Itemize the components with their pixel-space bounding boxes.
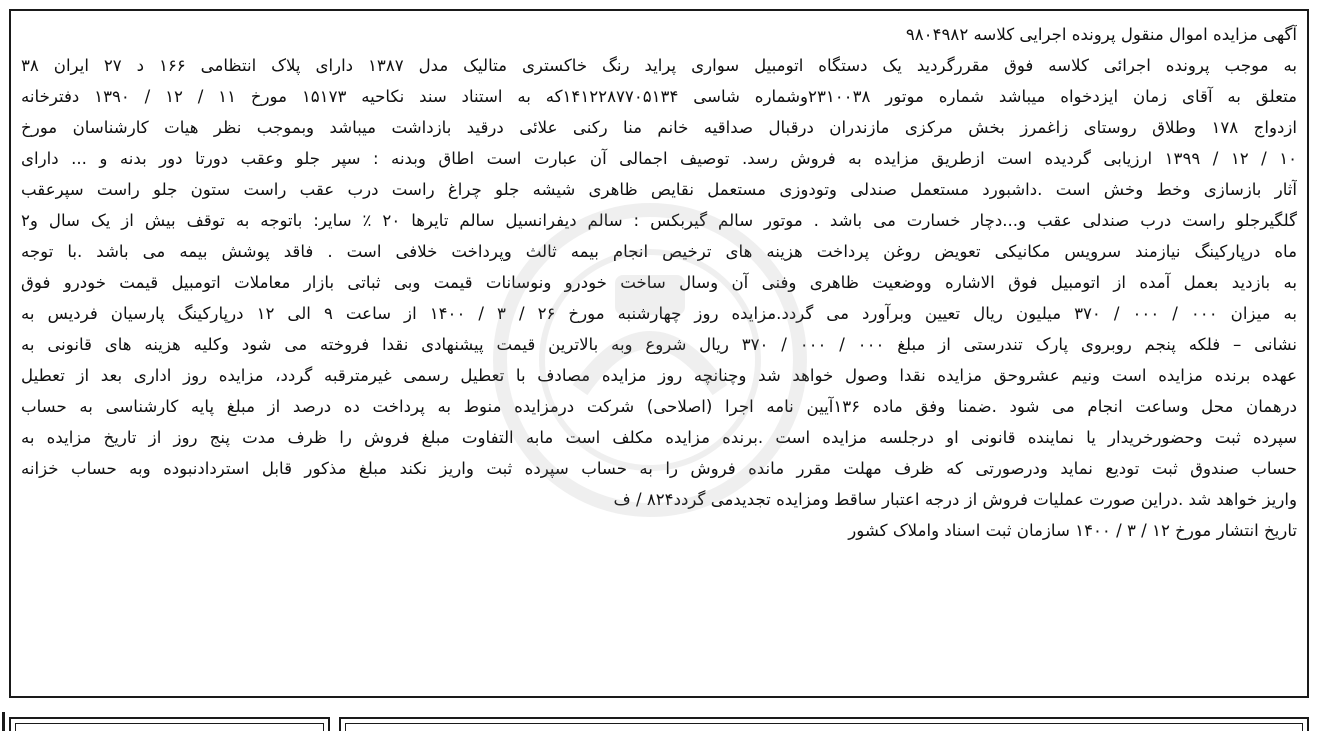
notice-line: عهده برنده مزایده است ونیم عشروحق مزایده نقدا وصول خواهد شد وچنانچه روز مزایده مصادف با تعطیل رسمی غیرمترقبه گردد، مزایده روز اداری بعد از تعطیل [21, 366, 1297, 385]
notice-line: متعلق به آقای زمان ایزدخواه میباشد شماره موتور ۲۳۱۰۰۳۸وشماره شاسی ۱۴۱۲۲۸۷۷۰۵۱۳۴که به استناد سند نکاحیه ۱۵۱۷۳ مورخ ۱۱ / ۱۲ / ۱۳۹۰ دفترخانه [21, 87, 1297, 106]
notice-line: سپرده ثبت وحضورخریدار یا نماینده قانونی او درجلسه مزایده است .برنده مزایده مکلف است مابه التفاوت مبلغ فروش را ظرف مدت پنج روز از تاریخ مزایده به [21, 428, 1297, 447]
publication-date-line: تاریخ انتشار مورخ ۱۲ / ۳ / ۱۴۰۰ سازمان ثبت اسناد واملاک کشور [848, 521, 1297, 540]
notice-line: به موجب پرونده اجرائی کلاسه فوق مقررگردید یک دستگاه اتومبیل سواری پراید رنگ خاکستری متالیک مدل ۱۳۸۷ دارای پلاک انتظامی ۱۶۶ د ۲۷ ایران ۳۸ [21, 56, 1297, 75]
notice-line: به بازدید بعمل آمده از اتومبیل فوق الاشاره ووضعیت ظاهری وفنی آن وسال ساخت خودرو ونوسانات قیمت وبی ثباتی بازار معاملات اتومبیل قیمت خودرو فوق [21, 273, 1297, 292]
notice-title: آگهی مزایده اموال منقول پرونده اجرایی کلاسه ۹۸۰۴۹۸۲ [905, 25, 1297, 44]
notice-line: واریز خواهد شد .دراین صورت عملیات فروش از درجه اعتبار ساقط ومزایده تجدیدمی گردد۸۲۴ / ف [613, 490, 1297, 509]
notice-line: درهمان محل وساعت انجام می شود .ضمنا وفق ماده ۱۳۶آیین نامه اجرا (اصلاحی) شرکت درمزایده منوط به پرداخت ده درصد از مبلغ پایه کارشناسی به حساب [21, 397, 1297, 416]
notice-line: ماه درپارکینگ نیازمند سرویس مکانیکی تعویض روغن پرداخت هزینه های ترخیص انجام بیمه ثالث وپرداخت خلافی است . فاقد پوشش بیمه می باشد .با توجه [21, 242, 1297, 261]
next-notice-frame-right [339, 717, 1309, 731]
notice-line: به میزان ۰۰۰ / ۰۰۰ / ۳۷۰ میلیون ریال تعیین وبرآورد می گردد.مزایده روز چهارشنبه مورخ ۲۶ / ۳ / ۱۴۰۰ از ساعت ۹ الی ۱۲ درپارکینگ پارسیان فردیس به [21, 304, 1297, 323]
notice-line: گلگیرجلو راست درب صندلی عقب و...دچار خسارت می باشد . موتور سالم گیربکس : سالم دیفرانسیل سالم تایرها ۲۰ ٪ سایر: باتوجه به توقف بیش از یک سال و۲ [21, 211, 1297, 230]
notice-line: حساب صندوق ثبت تودیع نماید ودرصورتی که ظرف مهلت مقرر مانده فروش را به حساب سپرده ثبت واریز نکند مبلغ مذکور قابل استردادنبوده وبه حساب خزانه [21, 459, 1297, 478]
notice-line: ۱۰ / ۱۲ / ۱۳۹۹ ارزیابی گردیده است ازطریق مزایده به فروش رسد. توصیف اجمالی آن عبارت است اطاق وبدنه : سپر جلو وعقب دورتا دور بدنه و ... دارای [21, 149, 1297, 168]
edge-mark [2, 712, 5, 731]
notice-line: آثار بازسازی وخط وخش است .داشبورد مستعمل صندلی وتودوزی مستعمل نقایص ظاهری شیشه جلو چراغ راست درب عقب راست ستون جلو راست سپرعقب [21, 180, 1297, 199]
notice-line: ازدواج ۱۷۸ وطلاق روستای زاغمرز بخش مرکزی مازندران درقبال صداقیه خانم منا رکنی علائی درقید بازداشت میباشد وبموجب نظر هیات کارشناسان مورخ [21, 118, 1297, 137]
notice-line: نشانی – فلکه پنجم روبروی پارک تندرستی از مبلغ ۰۰۰ / ۰۰۰ / ۳۷۰ ریال شروع وبه بالاترین قیمت پیشنهادی نقدا فروخته می شود وکلیه هزینه های قانونی به [21, 335, 1297, 354]
auction-notice [9, 9, 1309, 698]
next-notice-frame-left [9, 717, 330, 731]
